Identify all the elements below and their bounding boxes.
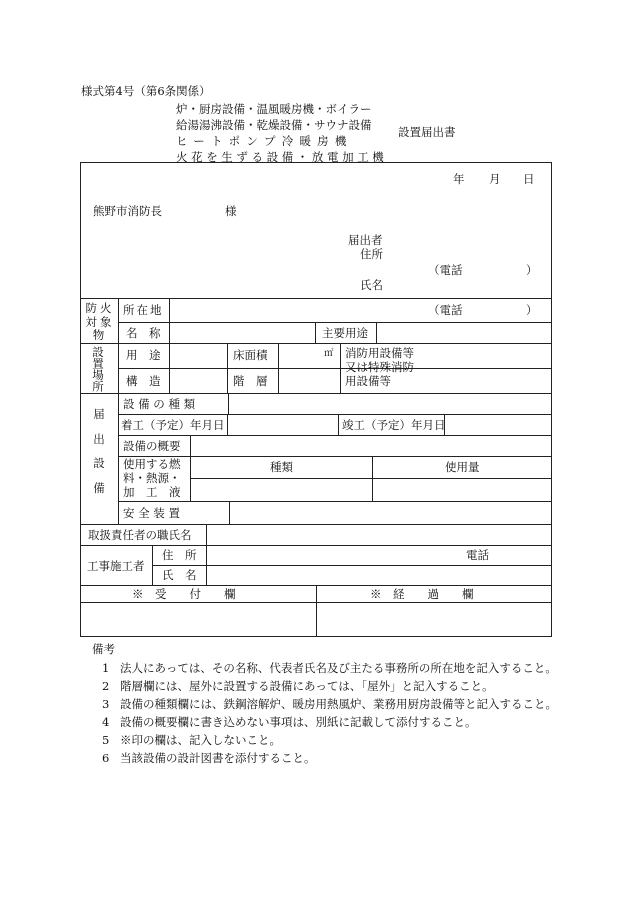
fire-equipment-label-3: 用設備等	[345, 374, 391, 388]
install-use-label: 用 途	[126, 348, 161, 362]
note-item	[102, 660, 557, 676]
note-text: 設備の概要欄に書き込めない事項は、別紙に記載して添付すること。	[120, 715, 477, 729]
addressee: 熊野市消防長	[93, 204, 162, 218]
note-item	[102, 750, 316, 766]
main-use-label: 主要用途	[322, 326, 368, 340]
fuel-label-3: 加 工 液	[123, 485, 181, 499]
floor-area-label: 床面積	[233, 348, 268, 362]
note-number: 1	[102, 661, 110, 675]
honorific: 様	[225, 204, 237, 218]
target-phone-close: ）	[526, 303, 538, 317]
note-text: 設備の種類欄には、鉄鋼溶解炉、暖房用熱風炉、業務用厨房設備等と記入すること。	[120, 697, 557, 711]
note-item	[102, 678, 494, 694]
equipment-line-2: 給湯湯沸設備・乾燥設備・サウナ設備	[176, 118, 372, 132]
safety-device-label: 安 全 装 置	[123, 506, 180, 520]
install-place-label: 設置場所	[91, 346, 105, 392]
equipment-kind-label: 設 備 の 種 類	[123, 397, 196, 411]
manager-label: 取扱責任者の職氏名	[88, 528, 192, 542]
note-text: 当該設備の設計図書を添付すること。	[120, 751, 316, 765]
structure-label: 構 造	[126, 374, 161, 388]
form-number: 様式第4号（第6条関係）	[81, 84, 211, 98]
notes-title: 備考	[92, 642, 115, 656]
target-phone-open: （電話	[428, 303, 463, 317]
target-name-label: 名 称	[126, 326, 161, 340]
contractor-address-label: 住 所	[162, 548, 197, 562]
fire-equipment-label-2: 又は特殊消防	[345, 360, 414, 374]
contractor-label: 工事施工者	[87, 559, 145, 573]
applicant-address-label: 住所	[360, 247, 383, 261]
note-number: 3	[102, 697, 110, 711]
fire-equipment-label-1: 消防用設備等	[345, 346, 414, 360]
contractor-phone-label: 電話	[466, 548, 489, 562]
contractor-name-label: 氏 名	[162, 568, 197, 582]
fuel-amount-header: 使用量	[445, 460, 480, 474]
date-day: 日	[523, 172, 535, 186]
equipment-line-1: 炉・厨房設備・温風暖房機・ボイラー	[176, 102, 372, 116]
note-number: 5	[102, 733, 110, 747]
start-date-label: 着工（予定）年月日	[121, 418, 225, 432]
applicant-label: 届出者	[348, 233, 383, 247]
note-text: ※印の欄は、記入しないこと。	[120, 733, 281, 747]
equipment-line-3: ヒートポンプ冷暖房機	[176, 134, 353, 148]
equipment-label: 届出設備	[93, 407, 105, 495]
note-number: 4	[102, 715, 110, 729]
note-item	[102, 696, 557, 712]
floor-label: 階 層	[233, 374, 268, 388]
date-year: 年	[453, 172, 465, 186]
note-number: 6	[102, 751, 110, 765]
note-number: 2	[102, 679, 110, 693]
applicant-phone-open: （電話	[428, 263, 463, 277]
note-item	[102, 714, 477, 730]
applicant-name-label: 氏名	[360, 278, 383, 292]
note-item	[102, 732, 281, 748]
date-month: 月	[489, 172, 501, 186]
reception-column-header: ※ 受 付 欄	[132, 587, 236, 601]
fuel-label-2: 料・熱源・	[123, 471, 181, 485]
progress-column-header: ※ 経 過 欄	[370, 587, 474, 601]
equipment-line-4: 火花を生ずる設備・放電加工機	[176, 150, 388, 164]
document-title: 設置届出書	[398, 125, 456, 139]
completion-date-label: 竣工（予定）年月日	[342, 418, 446, 432]
fuel-kind-header: 種類	[270, 460, 293, 474]
application-form-table	[80, 162, 552, 637]
fire-target-label: 防火対象物	[85, 301, 115, 342]
location-label: 所在地	[123, 303, 164, 317]
equipment-overview-label: 設備の概要	[123, 439, 181, 453]
note-text: 階層欄には、屋外に設置する設備にあっては、「屋外」と記入すること。	[120, 679, 494, 693]
square-meter-unit: ㎡	[324, 348, 334, 359]
fuel-label-1: 使用する燃	[123, 457, 181, 471]
applicant-phone-close: ）	[526, 263, 538, 277]
note-text: 法人にあっては、その名称、代表者氏名及び主たる事務所の所在地を記入すること。	[120, 661, 557, 675]
